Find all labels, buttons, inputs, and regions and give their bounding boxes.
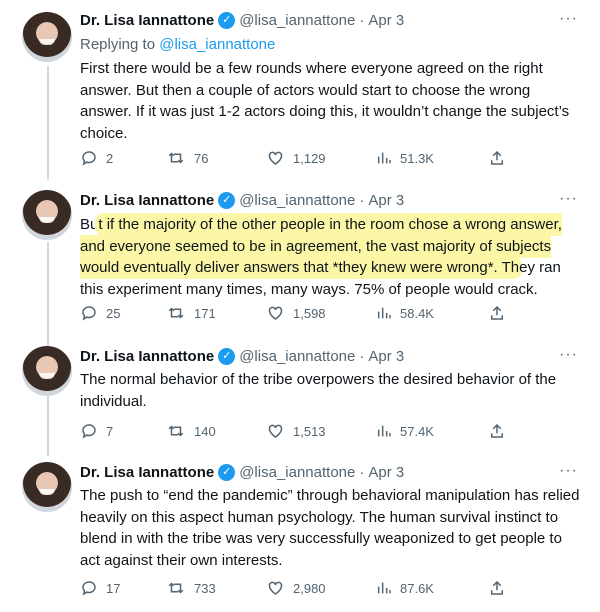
- share-icon: [488, 579, 506, 597]
- share-button[interactable]: [488, 304, 506, 322]
- like-button[interactable]: [266, 422, 376, 440]
- views-icon: [376, 304, 392, 322]
- retweet-icon: [166, 149, 186, 167]
- retweet-count: 140: [194, 423, 216, 439]
- retweet-button[interactable]: [166, 579, 266, 597]
- verified-icon: ✓: [218, 192, 235, 209]
- tweet-text: First there would be a few rounds where everyone agreed on the right answer. But then a couple of actors would start to choose the wrong answer. If it was just 1-2 actors doing this, it wouldn’t change the subject’s choice.: [80, 60, 570, 142]
- tweet-header: [80, 345, 404, 367]
- views-button[interactable]: [376, 579, 488, 597]
- tweet-header: [80, 461, 404, 483]
- author-handle[interactable]: @lisa_iannattone: [239, 347, 356, 365]
- retweet-count: 76: [194, 150, 209, 166]
- like-count: 1,598: [293, 305, 326, 321]
- share-icon: [488, 422, 506, 440]
- replying-to: [80, 36, 275, 53]
- reply-icon: [80, 304, 98, 322]
- retweet-button[interactable]: [166, 304, 266, 322]
- views-icon: [376, 149, 392, 167]
- share-icon: [488, 149, 506, 167]
- heart-icon: [266, 422, 285, 440]
- separator-dot: ·: [359, 11, 365, 29]
- heart-icon: [266, 149, 285, 167]
- tweet-text-start: Bu: [80, 216, 99, 233]
- more-icon[interactable]: ···: [559, 462, 578, 479]
- more-icon[interactable]: ···: [559, 190, 578, 207]
- tweet[interactable]: [0, 0, 600, 180]
- tweet-header: [80, 189, 404, 211]
- separator-dot: ·: [359, 347, 365, 365]
- avatar[interactable]: [22, 462, 72, 512]
- tweet-text-end: ey ran this experiment many times, many ways. 75% of people would crack.: [80, 259, 561, 298]
- reply-button[interactable]: [80, 304, 166, 322]
- action-bar: [80, 421, 510, 441]
- reply-count: 7: [106, 423, 114, 439]
- tweet-date[interactable]: Apr 3: [368, 11, 405, 29]
- highlighted-text: t if the majority of the other people in the room chose a wrong answer, and everyone seemed to be in agreement, the vast majority of subjects would eventually deliver answers that *they knew were wrong*. Th: [80, 216, 562, 276]
- separator-dot: ·: [359, 191, 365, 209]
- author-name[interactable]: Dr. Lisa Iannattone: [80, 347, 215, 365]
- like-count: 1,513: [293, 423, 326, 439]
- more-icon[interactable]: ···: [559, 346, 578, 363]
- author-name[interactable]: Dr. Lisa Iannattone: [80, 191, 215, 209]
- share-button[interactable]: [488, 149, 506, 167]
- retweet-count: 171: [194, 305, 216, 321]
- reply-count: 25: [106, 305, 121, 321]
- views-button[interactable]: [376, 149, 488, 167]
- heart-icon: [266, 304, 285, 322]
- tweet-text: The push to “end the pandemic” through behavioral manipulation has relied heavily on this aspect human psychology. The human survival instinct to blend in with the tribe was very successfully weaponized to get people to act against their own interests.: [80, 487, 580, 569]
- share-icon: [488, 304, 506, 322]
- tweet-date[interactable]: Apr 3: [368, 347, 405, 365]
- tweet-text: [80, 214, 580, 300]
- tweet-header: [80, 9, 404, 31]
- tweet-date[interactable]: Apr 3: [368, 191, 405, 209]
- avatar[interactable]: [22, 12, 72, 62]
- views-icon: [376, 579, 392, 597]
- views-button[interactable]: [376, 422, 488, 440]
- reply-button[interactable]: [80, 579, 166, 597]
- action-bar: [80, 303, 510, 323]
- reply-icon: [80, 422, 98, 440]
- avatar[interactable]: [22, 346, 72, 396]
- views-count: 57.4K: [400, 423, 434, 439]
- author-handle[interactable]: @lisa_iannattone: [239, 191, 356, 209]
- reply-icon: [80, 579, 98, 597]
- reply-count: 2: [106, 150, 114, 166]
- views-count: 87.6K: [400, 580, 434, 596]
- views-count: 51.3K: [400, 150, 434, 166]
- retweet-icon: [166, 422, 186, 440]
- like-button[interactable]: [266, 304, 376, 322]
- replying-prefix: Replying to: [80, 36, 160, 53]
- action-bar: [80, 148, 510, 168]
- replying-handle-link[interactable]: @lisa_iannattone: [159, 36, 276, 53]
- tweet[interactable]: [0, 452, 600, 612]
- reply-button[interactable]: [80, 422, 166, 440]
- share-button[interactable]: [488, 579, 506, 597]
- avatar[interactable]: [22, 190, 72, 240]
- reply-count: 17: [106, 580, 121, 596]
- views-count: 58.4K: [400, 305, 434, 321]
- verified-icon: ✓: [218, 348, 235, 365]
- tweet-text: The normal behavior of the tribe overpowers the desired behavior of the individual.: [80, 371, 557, 410]
- action-bar: [80, 578, 510, 598]
- views-icon: [376, 422, 392, 440]
- more-icon[interactable]: ···: [559, 10, 578, 27]
- retweet-button[interactable]: [166, 149, 266, 167]
- retweet-icon: [166, 304, 186, 322]
- tweet[interactable]: [0, 336, 600, 456]
- retweet-button[interactable]: [166, 422, 266, 440]
- tweet[interactable]: [0, 180, 600, 344]
- heart-icon: [266, 579, 285, 597]
- like-button[interactable]: [266, 579, 376, 597]
- share-button[interactable]: [488, 422, 506, 440]
- verified-icon: ✓: [218, 12, 235, 29]
- retweet-count: 733: [194, 580, 216, 596]
- views-button[interactable]: [376, 304, 488, 322]
- author-name[interactable]: Dr. Lisa Iannattone: [80, 463, 215, 481]
- author-handle[interactable]: @lisa_iannattone: [239, 463, 356, 481]
- tweet-date[interactable]: Apr 3: [368, 463, 405, 481]
- author-name[interactable]: Dr. Lisa Iannattone: [80, 11, 215, 29]
- reply-icon: [80, 149, 98, 167]
- like-count: 2,980: [293, 580, 326, 596]
- author-handle[interactable]: @lisa_iannattone: [239, 11, 356, 29]
- verified-icon: ✓: [218, 464, 235, 481]
- like-count: 1,129: [293, 150, 326, 166]
- retweet-icon: [166, 579, 186, 597]
- like-button[interactable]: [266, 149, 376, 167]
- reply-button[interactable]: [80, 149, 166, 167]
- separator-dot: ·: [359, 463, 365, 481]
